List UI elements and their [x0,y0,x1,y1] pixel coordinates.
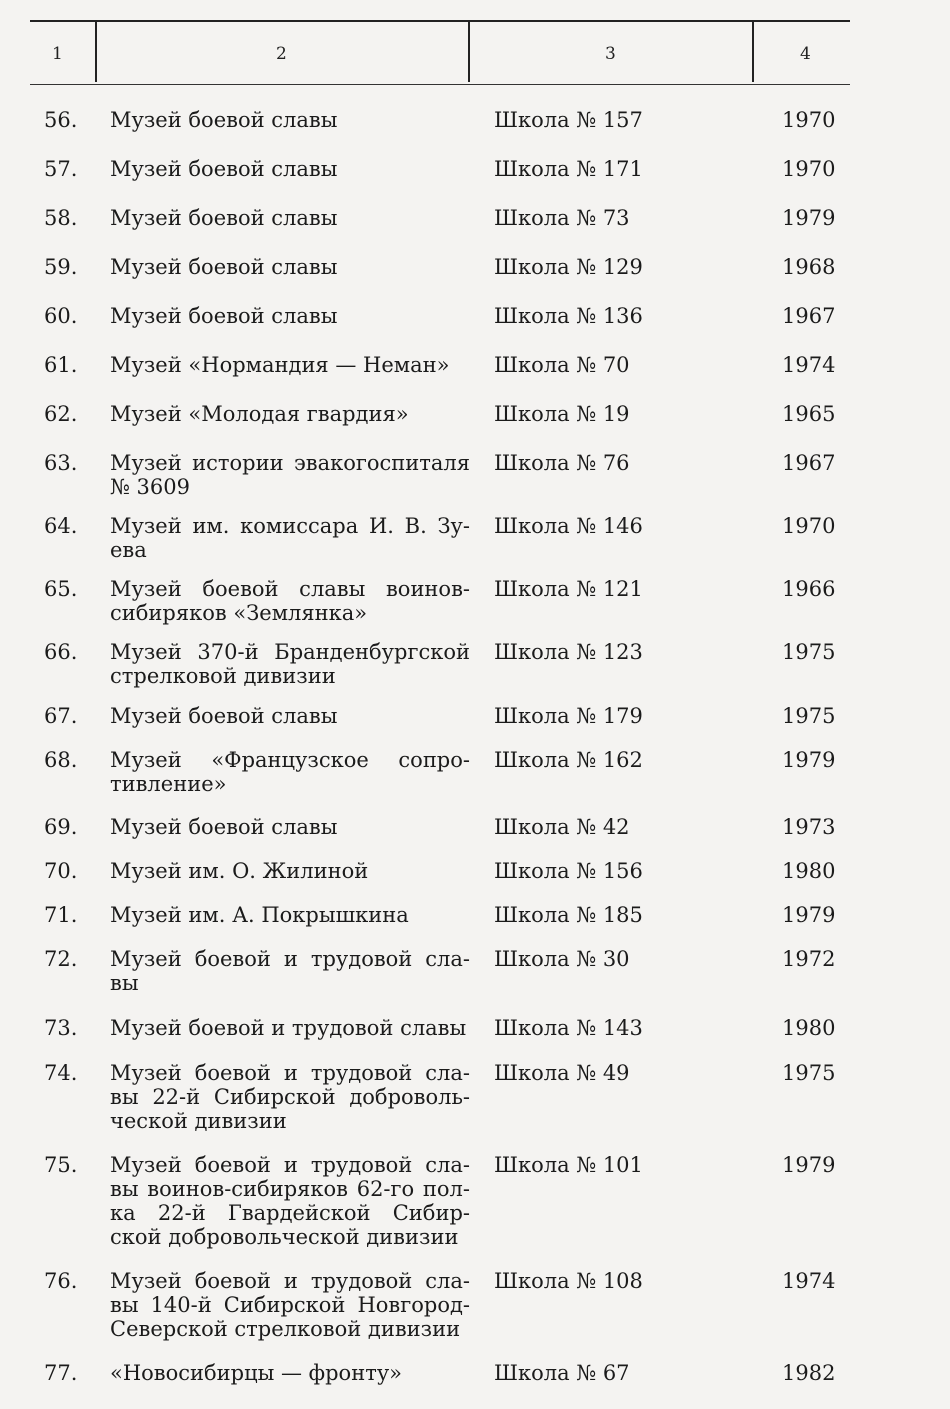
museum-name-line: вы 140-й Сибирской Новгород- [110,1293,470,1317]
founded-year: 1967 [782,451,836,475]
museum-name [110,815,470,839]
row-number: 58. [44,206,78,230]
museum-name [110,514,470,562]
museum-name [110,206,470,230]
museum-name-line: Северской стрелковой дивизии [110,1317,461,1341]
museum-name-line: Музей истории эвакогоспиталя [110,451,470,475]
museum-name [110,157,470,181]
museum-name-line: № 3609 [110,475,190,499]
row-number: 76. [44,1269,78,1293]
museum-name [110,748,470,796]
school-name: Школа № 73 [494,206,630,230]
table-top-rule [30,20,850,22]
school-name: Школа № 76 [494,451,630,475]
row-number: 72. [44,947,78,971]
founded-year: 1970 [782,108,836,132]
founded-year: 1982 [782,1361,836,1385]
school-name: Школа № 30 [494,947,630,971]
museum-name-line: ка 22-й Гвардейской Сибир- [110,1201,470,1225]
museum-name [110,903,470,927]
museum-name-line: Музей боевой славы [110,206,338,230]
row-number: 66. [44,640,78,664]
museum-name-line: Музей боевой славы [110,704,338,728]
founded-year: 1975 [782,1061,836,1085]
founded-year: 1974 [782,353,836,377]
row-number: 69. [44,815,78,839]
founded-year: 1975 [782,704,836,728]
column-divider [468,22,470,82]
founded-year: 1968 [782,255,836,279]
row-number: 70. [44,859,78,883]
museum-name-line: Музей боевой и трудовой сла- [110,947,470,971]
museum-name [110,1361,470,1385]
column-header-1: 1 [52,44,63,64]
school-name: Школа № 129 [494,255,643,279]
school-name: Школа № 123 [494,640,643,664]
museum-name [110,108,470,132]
row-number: 74. [44,1061,78,1085]
row-number: 56. [44,108,78,132]
museum-name-line: «Новосибирцы — фронту» [110,1361,403,1385]
museum-name [110,304,470,328]
museum-name-line: Музей боевой славы воинов- [110,577,470,601]
row-number: 77. [44,1361,78,1385]
museum-name-line: Музей боевой славы [110,815,338,839]
founded-year: 1972 [782,947,836,971]
museum-name-line: ческой дивизии [110,1109,287,1133]
school-name: Школа № 70 [494,353,630,377]
museum-name-line: Музей боевой славы [110,108,338,132]
museum-name [110,353,470,377]
founded-year: 1979 [782,206,836,230]
row-number: 62. [44,402,78,426]
founded-year: 1970 [782,157,836,181]
row-number: 73. [44,1016,78,1040]
row-number: 71. [44,903,78,927]
school-name: Школа № 179 [494,704,643,728]
row-number: 65. [44,577,78,601]
school-name: Школа № 156 [494,859,643,883]
school-name: Школа № 101 [494,1153,643,1177]
column-header-2: 2 [276,44,287,64]
school-name: Школа № 19 [494,402,630,426]
museum-name [110,255,470,279]
founded-year: 1979 [782,1153,836,1177]
row-number: 57. [44,157,78,181]
museum-name-line: Музей боевой славы [110,255,338,279]
museum-name-line: Музей боевой славы [110,157,338,181]
school-name: Школа № 136 [494,304,643,328]
school-name: Школа № 162 [494,748,643,772]
museum-name [110,1269,470,1341]
school-name: Школа № 146 [494,514,643,538]
museum-name [110,1153,470,1249]
column-header-4: 4 [800,44,811,64]
museum-name-line: Музей боевой и трудовой сла- [110,1061,470,1085]
school-name: Школа № 49 [494,1061,630,1085]
museum-name-line: вы воинов-сибиряков 62-го пол- [110,1177,470,1201]
founded-year: 1967 [782,304,836,328]
museum-name [110,1061,470,1133]
museum-name [110,402,470,426]
row-number: 59. [44,255,78,279]
row-number: 68. [44,748,78,772]
museum-name-line: Музей боевой славы [110,304,338,328]
school-name: Школа № 108 [494,1269,643,1293]
school-name: Школа № 67 [494,1361,630,1385]
founded-year: 1979 [782,903,836,927]
museum-name-line: Музей «Французское сопро- [110,748,470,772]
museum-name [110,947,470,995]
founded-year: 1980 [782,859,836,883]
table-header-rule [30,84,850,85]
museum-name-line: сибиряков «Землянка» [110,601,368,625]
founded-year: 1975 [782,640,836,664]
museum-name [110,704,470,728]
school-name: Школа № 121 [494,577,643,601]
museum-name-line: Музей боевой и трудовой славы [110,1016,467,1040]
founded-year: 1973 [782,815,836,839]
row-number: 61. [44,353,78,377]
museum-name [110,640,470,688]
museum-name-line: Музей «Нормандия — Неман» [110,353,450,377]
museum-name [110,1016,470,1040]
museum-name-line: вы [110,971,139,995]
museum-name [110,451,470,499]
founded-year: 1970 [782,514,836,538]
museum-name-line: ева [110,538,147,562]
founded-year: 1979 [782,748,836,772]
column-divider [95,22,97,82]
column-header-3: 3 [605,44,616,64]
museum-name-line: тивление» [110,772,227,796]
school-name: Школа № 42 [494,815,630,839]
museum-name-line: Музей им. О. Жилиной [110,859,369,883]
column-divider [752,22,754,82]
museum-name-line: Музей боевой и трудовой сла- [110,1269,470,1293]
museum-name-line: стрелковой дивизии [110,664,336,688]
school-name: Школа № 171 [494,157,643,181]
museum-name-line: Музей 370-й Бранденбургской [110,640,470,664]
school-name: Школа № 143 [494,1016,643,1040]
school-name: Школа № 185 [494,903,643,927]
museum-name [110,859,470,883]
founded-year: 1980 [782,1016,836,1040]
row-number: 75. [44,1153,78,1177]
row-number: 63. [44,451,78,475]
row-number: 67. [44,704,78,728]
museum-name-line: вы 22-й Сибирской доброволь- [110,1085,470,1109]
museum-name-line: Музей боевой и трудовой сла- [110,1153,470,1177]
museum-name-line: Музей им. А. Покрышкина [110,903,409,927]
museum-name [110,577,470,625]
founded-year: 1966 [782,577,836,601]
founded-year: 1965 [782,402,836,426]
museum-name-line: Музей «Молодая гвардия» [110,402,409,426]
founded-year: 1974 [782,1269,836,1293]
row-number: 60. [44,304,78,328]
row-number: 64. [44,514,78,538]
school-name: Школа № 157 [494,108,643,132]
museum-name-line: ской добровольческой дивизии [110,1225,459,1249]
museum-name-line: Музей им. комиссара И. В. Зу- [110,514,470,538]
